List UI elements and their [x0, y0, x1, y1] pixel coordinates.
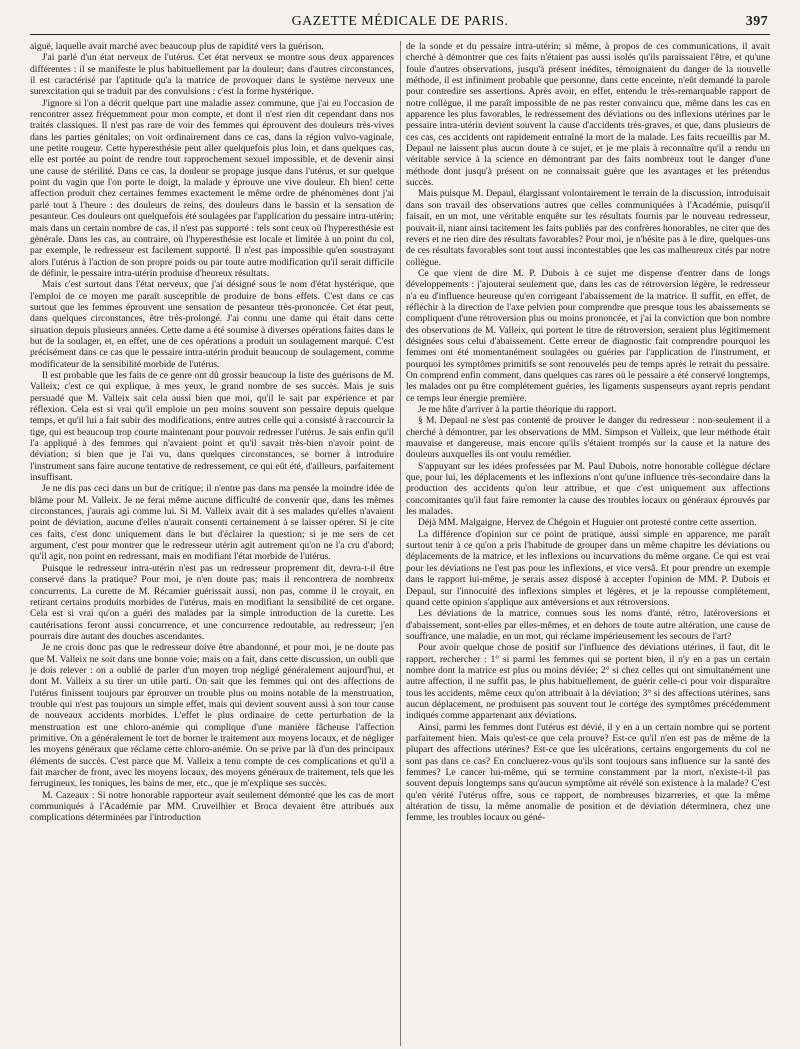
paragraph: S'appuyant sur les idées professées par M. Paul Dubois, notre honorable collègue déclare que, pour lui, les déplacements et les inflexions n'ont qu'une influence très-secondaire dans la production des accidents qu'on leur attribue, et que c'est uniquement aux affections concomitantes qu'il faut faire remonter la cause des troubles locaux ou généraux éprouvés par les malades.	[406, 460, 770, 518]
paragraph: Ainsi, parmi les femmes dont l'utérus est dévié, il y en a un certain nombre qui se portent parfaitement bien. Mais qu'est-ce que cela prouve? Est-ce qu'il n'en est pas de même de la plupart des affections utérines? Est-ce que les ulcérations, certains engorgements du col ne sont pas dans ce cas? En concluerez-vous qu'ils sont toujours sans influence sur la santé des femmes? Le cancer lui-même, qui se termine constamment par la mort, n'existe-t-il pas souvent depuis longtemps sans qu'aucun symptôme ait révélé son existence à la malade? C'est qu'en vérité l'utérus offre, sous ce rapport, de nombreuses bizarreries, et que la même altération de tissu, la même anomalie de position et de déviation déterminera, chez une femme, les troubles locaux ou géné-	[406, 721, 770, 824]
journal-title: GAZETTE MÉDICALE DE PARIS.	[291, 14, 509, 29]
paragraph: aiguë, laquelle avait marché avec beaucoup plus de rapidité vers la guérison.	[30, 41, 324, 52]
paragraph: de la sonde et du pessaire intra-utérin; si même, à propos de ces communications, il avait cherché à démontrer que ces faits n'étaient pas aussi isolés qu'ils paraissaient l'être, et qu'une foule d'autres observations, jusqu'à présent inédites, témoignaient du danger de la nouvelle méthode, il est infiniment probable que personne, dans cette enceinte, n'eût demandé la parole pour contredire ses assertions. Après avoir, en effet, entendu le très-remarquable rapport de notre collègue, il me paraît impossible de ne pas rester convaincu que, même dans les cas en apparence les plus favorables, le redressement des déviations ou des inflexions utérines par le pessaire intra-utérin devient souvent la cause d'accidents très-graves, et que, dans plusieurs de ces cas, ces accidents ont rapidement entraîné la mort de la malade. Les faits recueillis par M. Depaul ne laissent plus aucun doute à ce sujet, et je me plais à reconnaître qu'il a rendu un véritable service à la science en démontrant par des faits nombreux tout le danger d'une méthode dont jusqu'à présent on ne connaissait guère que les avantages et les prétendus succès.	[406, 41, 770, 189]
paragraph: La différence d'opinion sur ce point de pratique, aussi simple en apparence, me paraît surtout tenir à ce qu'on a pris l'habitude de grouper dans un même chapitre les déviations ou déplacements de la matrice, et les inflexions ou incurvations du même organe. Ce qui est vrai pour les déviations ne l'est pas pour les inflexions, et vice versâ. Et pour prendre un exemple dans le rapport lui-même, je serais assez disposé à accepter l'opinion de MM. P. Dubois et Depaul, sur l'innocuité des inflexions simples et légères, et je la repousse complétement, quand cette opinion s'applique aux antéversions et aux rétroversions.	[406, 528, 770, 608]
page-number: 397	[745, 14, 768, 29]
paragraph: Ce que vient de dire M. P. Dubois à ce sujet me dispense d'entrer dans de longs développements : j'ajouterai seulement que, dans les cas de rétroversion légère, le redresseur n'a eu d'influence heureuse qu'en corrigeant l'abaissement de la matrice. Il suffit, en effet, de réfléchir à la direction de l'axe pelvien pour comprendre que presque tous les abaissements se compliquent d'une rétroversion plus ou moins prononcée, et j'ai la conviction que bon nombre des observations de M. Valleix, qui portent le titre de rétroversion, seraient plus légitimement désignées sous celui d'abaissement. Cette erreur de diagnostic fait comprendre pourquoi les femmes ont été momentanément soulagées ou guéries par l'application de l'instrument, et pourquoi les symptômes primitifs se sont renouvelés peu de temps après le retrait du pessaire. On comprend enfin comment, dans quelques cas rares où le pessaire a été conservé longtemps, les malades ont pu être complétement guéries, les ligaments suspenseurs ayant repris pendant ce temps leur énergie première.	[406, 267, 770, 404]
paragraph: Il est probable que les faits de ce genre ont dû grossir beaucoup la liste des guérisons de M. Valleix; c'est ce qui explique, à mes yeux, le grand nombre de ses succès. Mais je suis persuadé que M. Valleix sait cela aussi bien que moi, qu'il le sait par expérience et par réflexion. Cela est si vrai qu'il emploie un peu moins souvent son pessaire depuis quelque temps, et qu'il lui a fait subir des modifications, entre autres celle qui a consisté à raccourcir la tige, qui est beaucoup trop courte maintenant pour pouvoir redresser l'utérus. Je sais enfin qu'il l'a appliqué à des femmes qui n'avaient point et qu'il savait très-bien n'avoir point de déviation; si bien que je l'ai vu, dans quelques circonstances, se borner à introduire l'instrument sans faire aucune tentative de redressement, ce qui eût été, d'ailleurs, parfaitement insuffisant.	[30, 369, 394, 484]
right-column	[406, 41, 770, 1046]
paragraph: Pour avoir quelque chose de positif sur l'influence des déviations utérines, il faut, dit le rapport, rechercher : 1° si parmi les femmes qui se portent bien, il n'y en a pas un certain nombre dont la matrice est plus ou moins déviée; 2° si chez celles qui ont simultanément une autre affection, il ne suffit pas, le plus habituellement, de guérir celle-ci pour voir disparaître tous les accidents, même ceux qu'on attribuait à la déviation; 3° si des affections utérines, sans aucun déplacement, ne produisent pas souvent tout le cortége des symptômes précédemment indiqués comme appartenant aux déviations.	[406, 642, 770, 722]
paragraph: M. Cazeaux : Si notre honorable rapporteur avait seulement démontré que les cas de mort communiqués à l'Académie par MM. Cruveilhier et Broca devaient être attribués aux complications déterminées par l'introduction	[30, 789, 394, 824]
page-header	[30, 10, 770, 35]
paragraph: Mais puisque M. Depaul, élargissant volontairement le terrain de la discussion, introduisait dans son travail des observations autres que celles communiquées à l'Académie, puisqu'il faisait, en un mot, une véritable enquête sur les résultats fournis par le nouveau redresseur, pouvait-il, niant ainsi tacitement les faits publiés par des confrères honorables, ne citer que des revers et ne rien dire des résultats favorables? Pour moi, je n'hésite pas à le dire, quelques-uns de ces résultats favorables sont tout aussi incontestables que les cas malheureux cités par notre collègue.	[406, 188, 770, 268]
paragraph: Je ne dis pas ceci dans un but de critique; il n'entre pas dans ma pensée la moindre idée de blâme pour M. Valleix. Je ne ferai même aucune difficulté de convenir que, dans les mêmes circonstances, j'aurais agi comme lui. Si M. Valleix avait dit à ses malades qu'elles n'avaient point de déviation, aucune d'elles n'aurait consenti certainement à se laisser opérer. Si je cite ces faits, c'est donc uniquement dans le but d'éclairer la question; si je me sers de cet argument, c'est pour montrer que le redresseur utérin agit autrement qu'on ne l'a cru d'abord; qu'il agit, non point en redressant, mais en modifiant l'état morbide de l'utérus.	[30, 483, 394, 563]
left-column	[30, 41, 394, 1046]
paragraph: Mais c'est surtout dans l'état nerveux, que j'ai désigné sous le nom d'état hystérique, que l'emploi de ce moyen me paraît susceptible de produire de bons effets. C'est dans ce cas surtout que les femmes éprouvent une sensation de pesanteur très-prononcée. Cet état peut, dans quelques circonstances, être très-prolongé. J'ai connu une dame qui était dans cette situation depuis plusieurs années. Cette dame a été soumise à diverses opérations faites dans le but de la soulager, et, en effet, une de ces opérations a produit un soulagement marqué. C'est précisément dans ce cas que le pessaire intra-utérin produit beaucoup de soulagement, comme modificateur de la sensibilité morbide de l'utérus.	[30, 279, 394, 370]
paragraph: Je ne crois donc pas que le redresseur doive être abandonné, et pour moi, je ne doute pas que M. Valleix ne soit dans une bonne voie; mais on a fait, dans cette discussion, un oubli que je dois relever : on a oublié de parler d'un moyen trop négligé généralement aujourd'hui, et dont M. Valleix a su tirer un utile parti. On sait que les femmes qui ont des affections de l'utérus finissent toujours par éprouver un trouble plus ou moins notable de la menstruation, trouble qui n'est pas toujours un simple effet, mais qui devient souvent aussi à son tour cause de nouveaux accidents morbides. L'effet le plus ordinaire de cette perturbation de la menstruation est une chloro-anémie qui complique d'une manière fâcheuse l'affection primitive. On a généralement le tort de borner le traitement aux moyens locaux, et de négliger les moyens généraux que réclame cette chloro-anémie. On se prive par là d'un des principaux éléments de succès. C'est parce que M. Valleix a tenu compte de ces complications et qu'il a fait marcher de front, avec les moyens locaux, des moyens généraux de traitement, tels que les ferrugineux, les toniques, les bains de mer, etc., que je m'explique ses succès.	[30, 642, 394, 790]
paragraph: Déjà MM. Malgaigne, Hervez de Chégoin et Huguier ont protesté contre cette assertion.	[418, 517, 757, 529]
paragraph: § M. Depaul ne s'est pas contenté de prouver le danger du redresseur : non-seulement il a cherché à démontrer, par les observations de MM. Simpson et Valleix, que leur méthode était mauvaise et dangereuse, mais encore qu'ils s'étaient trompés sur la cause et la nature des douleurs auxquelles ils ont voulu remédier.	[406, 415, 770, 461]
paragraph: J'ignore si l'on a décrit quelque part une maladie assez commune, que j'ai eu l'occasion de rencontrer assez fréquemment pour mon compte, et dont il n'est rien dit cependant dans nos traités classiques. Il n'est pas rare de voir des femmes qui éprouvent des douleurs très-vives dans les parties génitales; on voit ordinairement dans ce cas, dans la région vulvo-vaginale, une petite rougeur. Cette hyperesthésie peut aller quelquefois plus loin, et dans quelques cas, elle est portée au point de rendre tout rapprochement sexuel impossible, et de devenir ainsi une cause de stérilité. Dans ce cas, la douleur se propage jusque dans l'utérus, et sur quelque point du vagin que l'on porte le doigt, la malade y éprouve une vive douleur. Eh bien! cette affection produit chez certaines femmes exactement le même ordre de phénomènes dont j'ai parlé tout à l'heure : des douleurs de reins, des douleurs dans le bassin et la sensation de pesanteur. Ces douleurs ont quelquefois été soulagées par l'application du pessaire intra-utérin; mais dans un certain nombre de cas, il n'est pas supporté : tels sont ceux où l'hyperesthésie est générale. Dans les cas, au contraire, où l'hyperesthésie est locale et limitée à un point du col, par exemple, le redresseur est facilement supporté. Il n'est pas impossible qu'en soustrayant alors l'utérus à l'action de son propre poids ou par toute autre modification qu'il serait difficile de définir, le pessaire intra-utérin produise d'heureux résultats.	[30, 97, 394, 279]
text-columns	[30, 41, 770, 1046]
paragraph: Puisque le redresseur intra-utérin n'est pas un redresseur proprement dit, devra-t-il être conservé dans la pratique? Pour moi, je n'en doute pas; mais il rencontrera de nombreux concurrents. La curette de M. Récamier guérissait aussi, non pas, comme il le croyait, en retirant certains produits morbides de l'utérus, mais en modifiant la sensibilité de cet organe. Cela est si vrai qu'on a guéri des malades par la simple introduction de la curette. Les cautérisations feront aussi concurrence, et une concurrence redoutable, au redresseur; j'en pourrais dire autant des douches ascendantes.	[30, 562, 394, 642]
paragraph: J'ai parlé d'un état nerveux de l'utérus. Cet état nerveux se montre sous deux apparences différentes : il se manifeste le plus habituellement par la douleur; dans d'autres circonstances, il est caractérisé par l'aptitude qu'a la matrice de provoquer dans le système nerveux une surexcitation qui se traduit par des convulsions : c'est la forme hystérique.	[30, 52, 394, 98]
paragraph: Je me hâte d'arriver à la partie théorique du rapport.	[418, 404, 617, 415]
paragraph: Les déviations de la matrice, connues sous les noms d'anté, rétro, latéroversions et d'abaissement, sont-elles par elles-mêmes, et en dehors de toute autre altération, une cause de souffrance, une maladie, en un mot, qui réclame impérieusement les secours de l'art?	[406, 608, 770, 642]
